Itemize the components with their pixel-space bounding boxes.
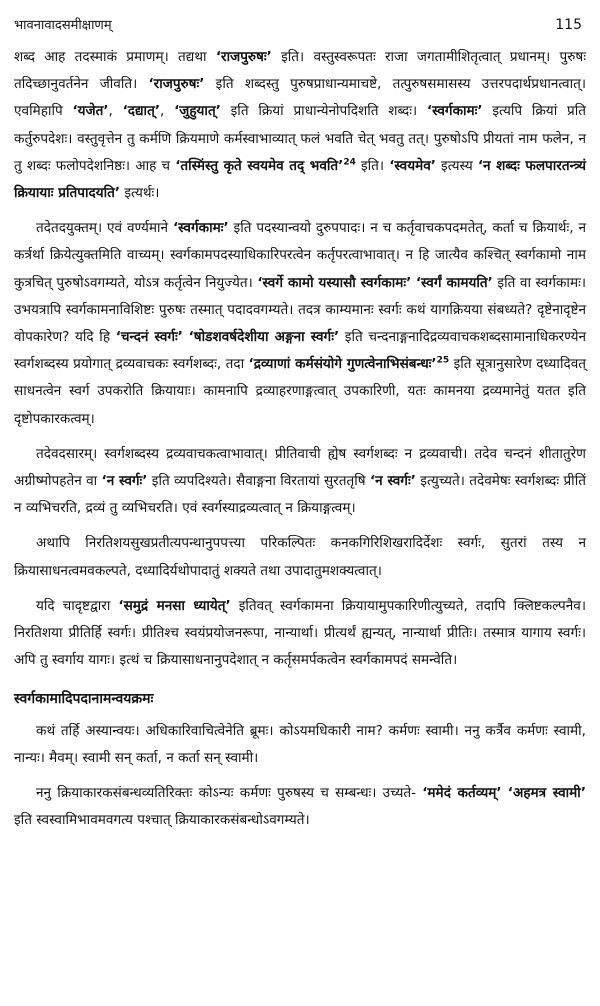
emphasized-quote: ‘चन्दनं स्वर्गः’ [115,329,183,346]
emphasized-quote: ‘समुद्रं मनसा ध्यायेत्’ [118,597,231,614]
text-run: इति। [355,157,390,174]
paragraph [14,718,586,772]
text-run: इति सूत्रानुसारेण दध्यादिवत् साधनत्वेन स्वर्ग उपकरोति क्रियायाः। कामनापि द्रव्याहरणाङ्गत्वात् उपकारिणी, यतः कामनया द्रव्यमानेतुं यतत इति दृष्टोपकारकत्वम्। [14,356,586,427]
text-run: इति पदस्यान्वयो दुरुपपादः। न च कर्तृवाचकपदमतेत्, कर्ता च क्रियार्थः, न कर्त्रर्था क्रियेत्युक्तमिति वाच्यम्। स्वर्गकामपदस्याधिकारिपरत्वेन कर्तृपरत्वाभावात्। न हि जात्यैव कश्चित् स्वर्गकामो नाम कुत्रचित् पुरुषोऽवगम्यते, योऽत्र कर्तृत्वेन नियुज्येत। [14,220,587,291]
paragraph [14,441,586,523]
emphasized-quote: ‘षोडशवर्षदेशीया अङ्गना स्वर्गः’ [188,329,340,346]
emphasized-quote: ‘न शब्दः फलपारतन्त्र्यं क्रियायाः प्रतिपादयति’ [14,157,587,202]
emphasized-quote: ‘तस्मिंस्तु कृते स्वयमेव तद् भवति’ [175,157,344,174]
emphasized-quote: ‘द्रव्याणां कर्मसंयोगे गुणत्वेनाभिसंबन्धः’ [248,356,437,373]
paragraph [14,593,586,675]
section-heading: स्वर्गकामादिपदानामन्वयक्रमः [14,691,154,708]
emphasized-quote: ‘जुहुयात्’ [174,103,221,120]
text-run: इतिवत् स्वर्गकामना क्रियायामुपकारिणीत्युच्यते, तदापि क्लिष्टकल्पनैव। निरतिशया प्रीतिर्हि स्वर्गः। प्रीतिश्च स्वयंप्रयोजनरूपा, नान्यार्था। प्रीत्यर्थं ह्यन्यत्, नान्यार्था प्रीतिः। तस्मात्र यागाय स्वर्गः। अपि तु स्वर्गाय यागः। इत्थं च क्रियासाधनानुपदेशात् न कर्तृसमर्पकत्वेन स्वर्गकामपदं समन्वेति। [14,597,586,669]
page-number: 115 [555,17,582,33]
emphasized-quote: ‘न स्वर्गः’ [101,473,148,490]
emphasized-quote: ‘स्वर्गे कामो यस्यासौ स्वर्गकामः’ [257,274,412,291]
emphasized-quote: ‘अहमत्र स्वामी’ [507,785,586,802]
text-run: इति वा स्वर्गकामः। उभयत्रापि स्वर्गकामनाविशिष्टः पुरुषः तस्मात् पदादवगम्यते। तदत्र काम्यमानः स्वर्गः कथं यागक्रियया संबध्यते? दृष्टेनादृष्टेन वोपकारेण? यदि हि [14,274,586,346]
emphasized-quote: ‘राजपुरुषः’ [148,76,205,93]
text-run: इति शब्दस्तु पुरुषप्राधान्यमाचष्टे, तत्पुरुषसमासस्य उत्तरपदार्थप्रधानत्वात्। एवमिहापि [14,76,586,120]
text-run: इति व्यपदिश्यते। सैवाङ्गना विरतायां सुरततृषि [147,473,370,490]
text-run: तदेवदसारम्। स्वर्गशब्दस्य द्रव्यवाचकत्वाभावात्। प्रीतिवाची ह्येष स्वर्गशब्दः न द्रव्यवाची। तदेव चन्दनं शीतातुरेण अग्रीष्मोपहतेन वा [14,445,586,490]
emphasized-quote: ‘राजपुरुषः’ [215,49,272,65]
running-title: भावनावादसमीक्षाणम् [14,18,112,33]
paragraph [14,215,586,433]
emphasized-quote: ‘यजेत’ [72,103,109,120]
emphasized-quote: ‘न स्वर्गः’ [369,473,416,490]
text-run: , [108,103,123,120]
text-run: शब्द आह तदस्माकं प्रमाणम्। तद्यथा [14,49,216,65]
footnote-ref: 24 [343,157,356,168]
emphasized-quote: ‘स्वर्गकामः’ [426,103,483,120]
paragraph [14,530,586,584]
text-run: अथापि निरतिशयसुखप्रतीत्यपन्थानुपपत्त्या परिकल्पितः कनकगिरिशिखरादिर्देशः स्वर्गः, सुतरां तस्य न क्रियासाधनत्वमवकल्पते, दध्यादिर्यथोपादातुं शक्यते तथा उपादातुमशक्यत्वात्। [14,535,586,579]
text-run: इति क्रियां प्राधान्येनोपदिशति शब्दः। [220,103,427,120]
text-run: ननु क्रियाकारकसंबन्धव्यतिरिक्तः कोऽन्यः कर्मणः पुरुषस्य च सम्बन्धः। उच्यते- [36,785,423,802]
paragraph [14,44,586,207]
page-header [14,6,586,44]
text-run: इत्यर्थः। [120,185,160,202]
text-run: , [160,103,175,120]
text-run: कथं तर्हि अस्यान्वयः। अधिकारिवाचित्वेनेति ब्रूमः। कोऽयमधिकारी नाम? कर्मणः स्वामी। ननु कर्त्रैव कर्मणः स्वामी, नान्यः। मैवम्। स्वामी सन् कर्ता, न कर्ता सन् स्वामी। [14,722,586,766]
text-run: इति स्वस्वामिभावमवगत्य पश्चात् क्रियाकारकसंबन्धोऽवगम्यते। [14,812,310,829]
text-run: इति। वस्तुस्वरूपतः राजा जगतामीशितृत्वात् प्रधानम्। पुरुषः तदिच्छानुवर्तनेन जीवति। [14,49,586,93]
text-run: इत्युच्यते। तदेवमेषः स्वर्गशब्दः प्रीतिं न व्यभिचरति, द्रव्यं तु व्यभिचरति। एवं स्वर्गस्याद्रव्यत्वात् न क्रियाङ्गत्वम्। [14,473,586,517]
emphasized-quote: ‘स्वयमेव’ [389,157,436,174]
text-run: यदि चादृष्टद्वारा [36,597,119,614]
emphasized-quote: ‘स्वर्गं कामयति’ [415,274,493,291]
emphasized-quote: ‘दद्यात्’ [122,103,160,120]
emphasized-quote: ‘स्वर्गकामः’ [172,220,229,237]
paragraph [14,780,586,834]
text-run: इति चन्दनाङ्गनादिद्रव्यवाचकशब्दसामानाधिकरण्येन स्वर्गशब्दस्य प्रयोगात् द्रव्यवाचकः स्वर्गशब्दः, तदा [14,329,586,373]
section-body-text [14,718,586,835]
text-run: तदेतदयुक्तम्। एवं वर्ण्यमाने [36,220,173,237]
emphasized-quote: ‘ममेदं कर्तव्यम्’ [422,785,502,802]
body-text [14,44,586,674]
text-run: इत्यपि क्रियां प्रति कर्तुरुपदेशः। वस्तुवृत्तेन तु कर्मणि क्रियमाणे कर्मस्वाभाव्यात् फलं भवति चेत् भवतु तत्। पुरुषोऽपि प्रीयतां नाम फलेन, न तु शब्दः फलोपदेशनिष्ठः। आह च [14,103,586,174]
text-run: इत्यस्य [435,157,478,174]
footnote-ref: 25 [436,355,450,366]
